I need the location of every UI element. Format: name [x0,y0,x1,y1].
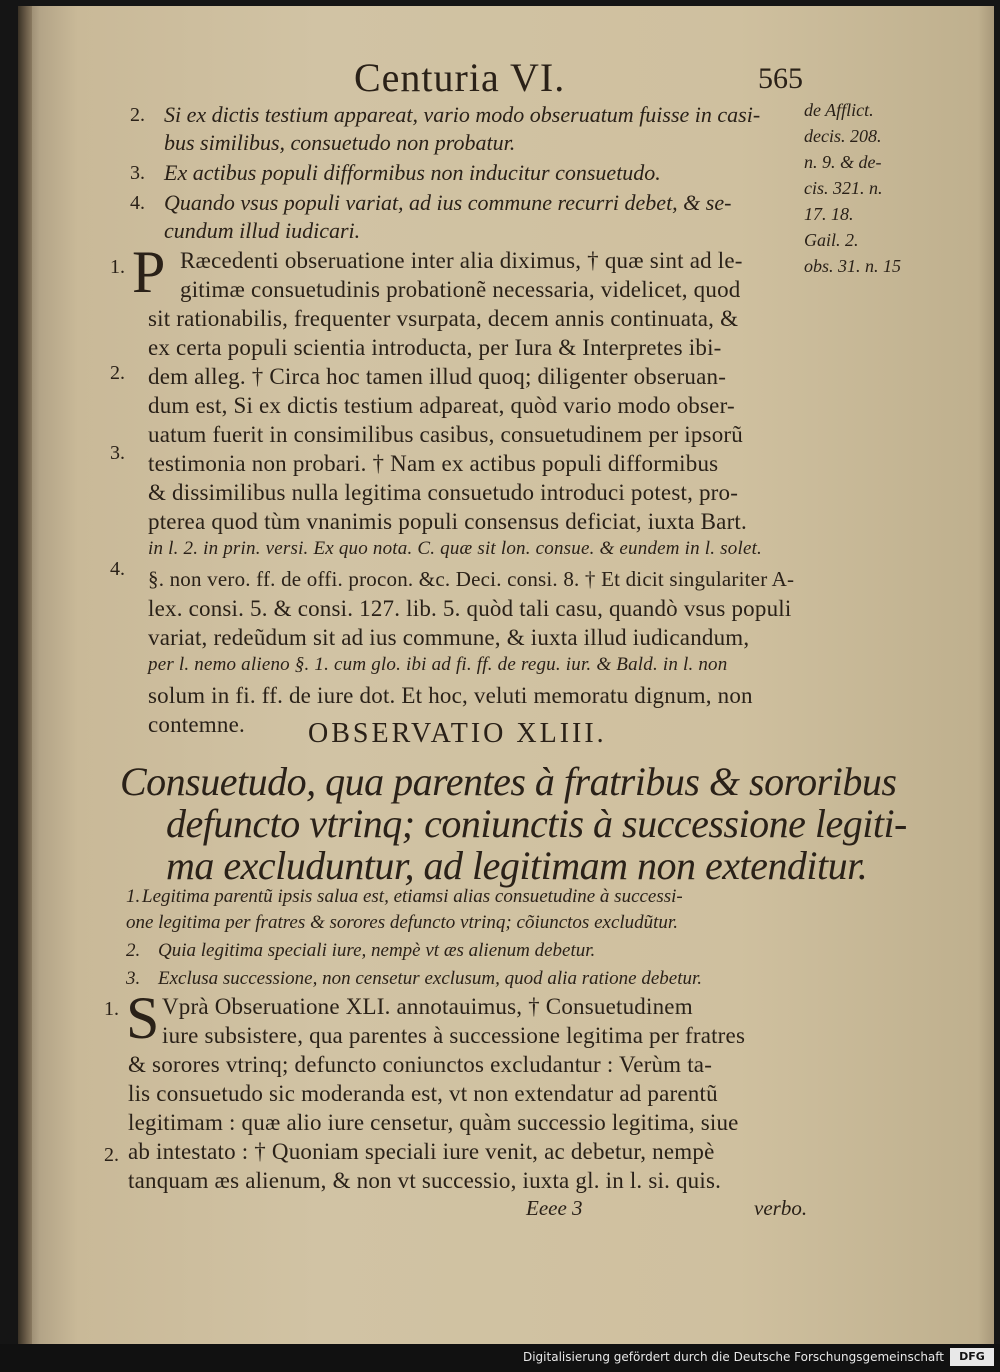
summary-line: Quia legitima speciali iure, nempè vt æs alienum debetur. [158,940,596,961]
text-line: pterea quod tùm vnanimis populi consensus deficiat, iuxta Bart. [148,509,747,534]
text-line: iure subsistere, qua parentes à successione legitima per fratres [162,1023,746,1048]
side-number: 3. [110,442,125,464]
text-line: Ræcedenti obseruatione inter alia diximus, † quæ sint ad le- [180,248,743,273]
text-line: lex. consi. 5. & consi. 127. lib. 5. quòd tali casu, quandò vsus populi [148,596,792,621]
summary-number: 2. [126,940,141,961]
summary-line: Legitima parentũ ipsis salua est, etiamsi alias consuetudine à successi- [142,886,683,907]
text-line: & dissimilibus nulla legitima consuetudo introduci potest, pro- [148,480,739,505]
text-line: dum est, Si ex dictis testium adpareat, quòd vario modo obser- [148,393,735,418]
page-number: 565 [758,62,803,95]
side-number: 2. [104,1144,119,1166]
catchword: verbo. [754,1196,808,1220]
text-line: contemne. [148,712,245,737]
text-line: in l. 2. in prin. versi. Ex quo nota. C. quæ sit lon. consue. & eundem in l. solet. [148,538,763,559]
text-line: gitimæ consuetudinis probationẽ necessaria, videlicet, quod [180,277,741,302]
text-line: Vprà Obseruatione XLI. annotauimus, † Consuetudinem [162,994,693,1019]
summary-line: one legitima per fratres & sorores defuncto vtrinq; cõiunctos excludũtur. [126,912,678,933]
text-line: ab intestato : † Quoniam speciali iure venit, ac debetur, nempè [128,1139,715,1164]
margin-note-line: obs. 31. n. 15 [804,256,902,276]
running-header-title: Centuria VI. [354,55,566,100]
text-line: solum in fi. ff. de iure dot. Et hoc, veluti memoratu dignum, non [148,683,753,708]
margin-note-line: decis. 208. [804,126,882,146]
observation-title-line: Consuetudo, qua parentes à fratribus & sororibus [120,759,897,804]
text-line: §. non vero. ff. de offi. procon. &c. Deci. consi. 8. † Et dicit singulariter A- [148,567,795,591]
text-line: testimonia non probari. † Nam ex actibus populi difformibus [148,451,719,476]
side-number: 2. [110,362,125,384]
summary-line: 1. [126,886,141,907]
observation-title-line: defuncto vtrinq; coniunctis à successione legiti- [166,801,907,846]
margin-note-line: 17. 18. [804,204,854,224]
text-line: dem alleg. † Circa hoc tamen illud quoq; diligenter obseruan- [148,364,727,389]
summary-number: 2. [130,104,145,126]
margin-note-line: de Afflict. [804,100,874,120]
margin-note-line: Gail. 2. [804,230,859,250]
observation-heading: OBSERVATIO XLIII. [308,718,607,749]
signature-mark: Eeee 3 [526,1196,583,1220]
summary-line: Quando vsus populi variat, ad ius commune recurri debet, & se- [164,190,732,215]
summary-number: 4. [130,192,145,214]
margin-note-line: cis. 321. n. [804,178,883,198]
side-number: 1. [104,998,119,1020]
summary-number: 3. [126,968,141,989]
text-line: per l. nemo alieno §. 1. cum glo. ibi ad fi. ff. de regu. iur. & Bald. in l. non [148,654,728,675]
page-gutter [18,6,32,1344]
text-line: & sorores vtrinq; defuncto coniunctos excludantur : Verùm ta- [128,1052,713,1077]
digitization-credit: Digitalisierung gefördert durch die Deutsche Forschungsgemeinschaft [522,1350,944,1364]
side-number: 4. [110,558,125,580]
margin-note-line: n. 9. & de- [804,152,882,172]
text-line: legitimam : quæ alio iure censetur, quàm successio legitima, siue [128,1110,739,1135]
dfg-logo: DFG [950,1348,994,1366]
summary-line: Ex actibus populi difformibus non inducitur consuetudo. [164,160,661,185]
text-line: tanquam æs alienum, & non vt successio, iuxta gl. in l. si. quis. [128,1168,722,1193]
summary-line: Exclusa successione, non censetur exclusum, quod alia ratione debetur. [158,968,703,989]
side-number: 1. [110,256,125,278]
text-line: lis consuetudo sic moderanda est, vt non extendatur ad parentũ [128,1081,718,1106]
observation-title-line: ma excluduntur, ad legitimam non extenditur. [166,843,868,888]
text-line: sit rationabilis, frequenter vsurpata, decem annis continuata, & [148,306,739,331]
text-line: uatum fuerit in consimilibus casibus, consuetudinem per ipsorũ [148,422,743,447]
text-line: variat, redeũdum sit ad ius commune, & iuxta illud iudicandum, [148,625,750,650]
drop-cap: S [126,985,160,1051]
drop-cap: P [132,239,166,305]
summary-number: 3. [130,162,145,184]
summary-line: Si ex dictis testium appareat, vario modo obseruatum fuisse in casi- [164,102,761,127]
summary-line: cundum illud iudicari. [164,218,361,243]
book-page [18,6,994,1344]
summary-line: bus similibus, consuetudo non probatur. [164,130,516,155]
text-line: ex certa populi scientia introducta, per Iura & Interpretes ibi- [148,335,722,360]
